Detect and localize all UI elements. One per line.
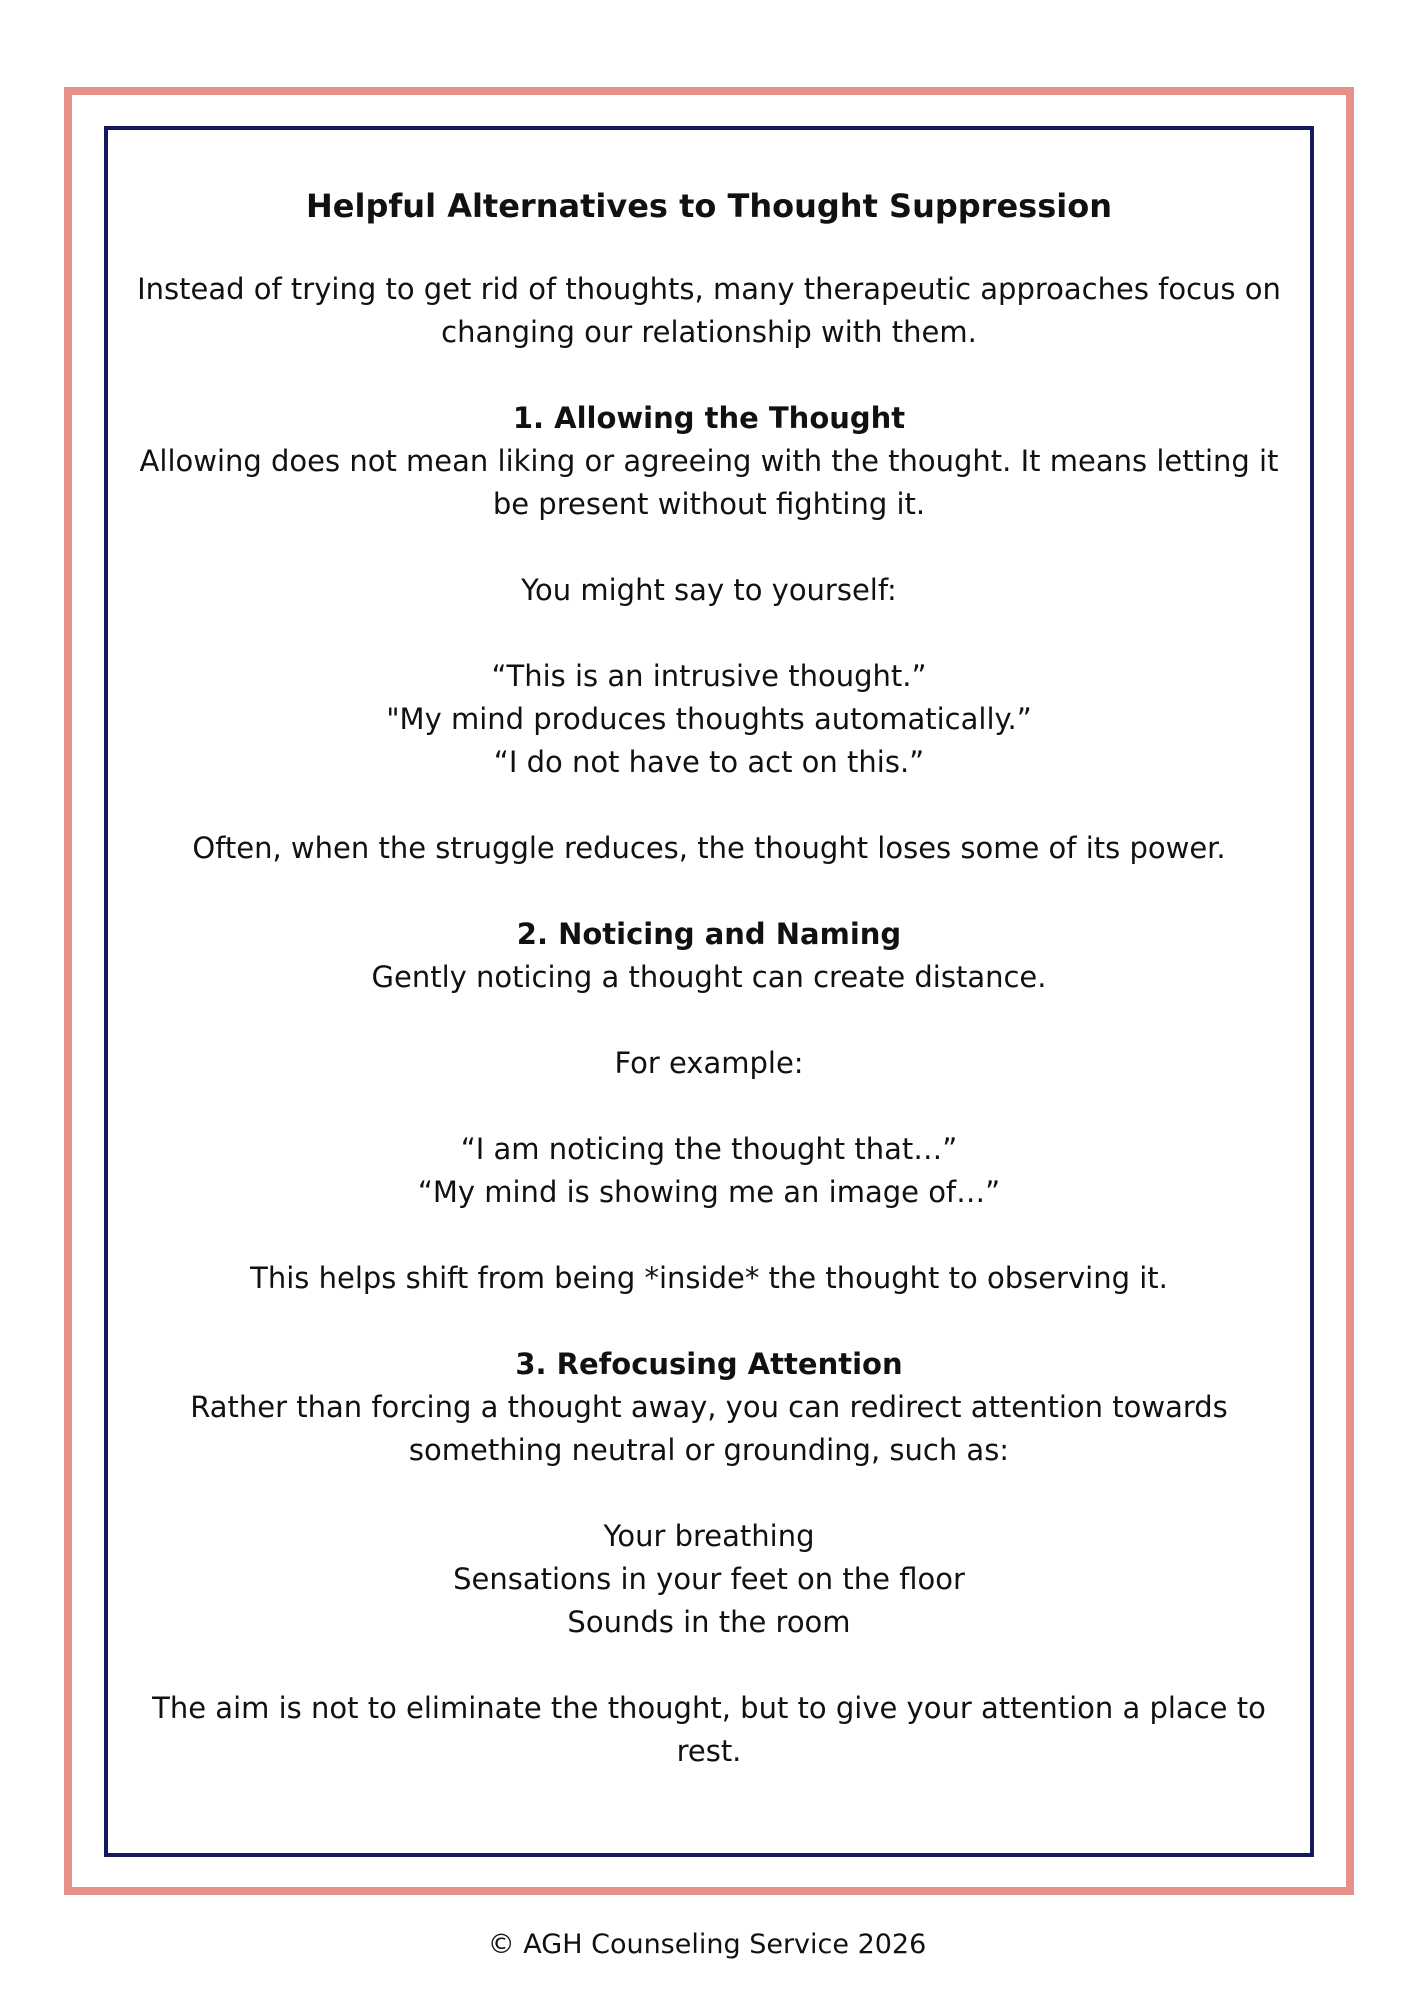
section-closing-refocusing — [104, 1687, 1314, 1773]
section-body-allowing — [104, 440, 1314, 526]
section-heading-refocusing: 3. Refocusing Attention — [515, 1347, 903, 1381]
closing-line: The aim is not to eliminate the thought, but to give your attention a place to — [152, 1691, 1266, 1725]
quote-list-noticing — [104, 1128, 1314, 1214]
intro-paragraph — [104, 268, 1314, 354]
body-line: be present without fighting it. — [492, 487, 926, 521]
intro-line: Instead of trying to get rid of thoughts, many therapeutic approaches focus on — [137, 272, 1281, 306]
closing-line: rest. — [676, 1734, 742, 1768]
intro-line: changing our relationship with them. — [441, 315, 977, 349]
section-heading-noticing: 2. Noticing and Naming — [516, 917, 902, 951]
quote-line: "My mind produces thoughts automatically.” — [386, 702, 1032, 736]
document-content — [104, 126, 1314, 1773]
list-item: Sensations in your feet on the floor — [453, 1562, 965, 1596]
quote-line: “I am noticing the thought that…” — [460, 1132, 958, 1166]
quote-line: “I do not have to act on this.” — [493, 745, 925, 779]
quote-list-allowing — [104, 655, 1314, 784]
section-prompt-allowing: You might say to yourself: — [521, 573, 897, 607]
section-closing-noticing: This helps shift from being *inside* the thought to observing it. — [250, 1261, 1168, 1295]
page-title: Helpful Alternatives to Thought Suppression — [306, 187, 1112, 225]
section-heading-allowing: 1. Allowing the Thought — [512, 401, 906, 435]
quote-line: “My mind is showing me an image of…” — [417, 1175, 1001, 1209]
copyright-footer: © AGH Counseling Service 2026 — [487, 1929, 927, 1960]
section-prompt-noticing: For example: — [614, 1046, 804, 1080]
section-body-noticing: Gently noticing a thought can create distance. — [371, 960, 1047, 994]
list-item: Sounds in the room — [567, 1605, 851, 1639]
section-closing-allowing: Often, when the struggle reduces, the thought loses some of its power. — [192, 831, 1226, 865]
body-line: something neutral or grounding, such as: — [408, 1433, 1010, 1467]
grounding-list — [104, 1515, 1314, 1644]
section-body-refocusing — [104, 1386, 1314, 1472]
quote-line: “This is an intrusive thought.” — [491, 659, 927, 693]
body-line: Rather than forcing a thought away, you can redirect attention towards — [190, 1390, 1228, 1424]
body-line: Allowing does not mean liking or agreeing with the thought. It means letting it — [139, 444, 1279, 478]
list-item: Your breathing — [603, 1519, 815, 1553]
